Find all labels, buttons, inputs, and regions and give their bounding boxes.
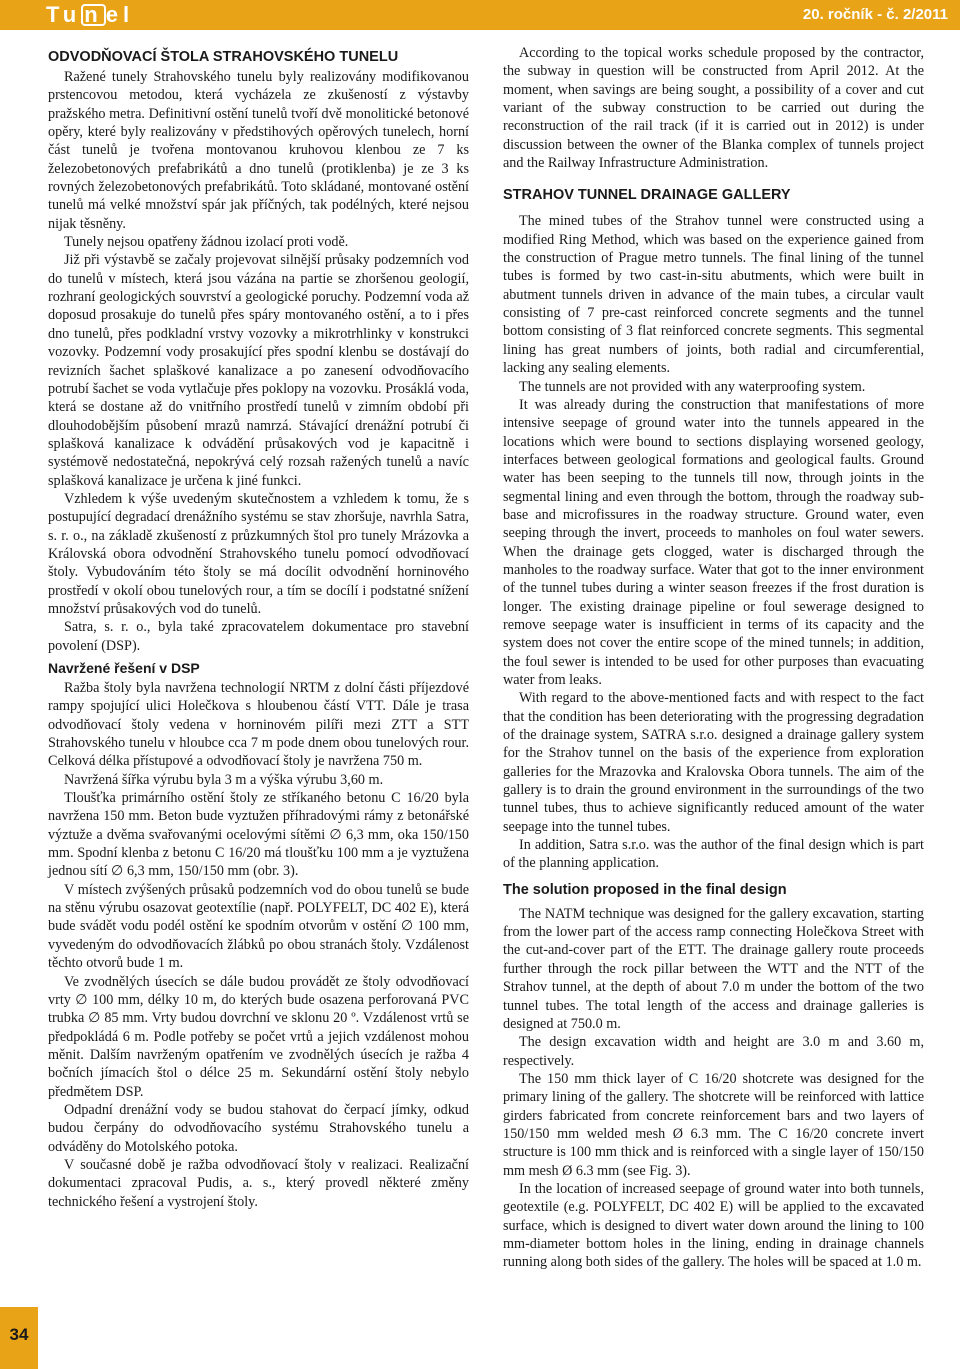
paragraph: According to the topical works schedule proposed by the contractor, the subway in question will be constructed from April 2012. At the moment, when savings are being sought, a possibility of a cover and cut variant of the subway construction to be carried out during the reconstruction of the rail track (if it is carried out in 2012) is under discussion between the owner of the Blanka complex of tunnels project and the Railway Infrastructure Administration. [503,45,924,172]
paragraph: The mined tubes of the Strahov tunnel were constructed using a modified Ring Method, which was based on the experience gained from the construction of Prague metro tunnels. The final lining of the tunnel tubes is formed by two cast-in-situ abutments, which were built in abutment tunnels driven in advance of the main tubes, a circular vault consisting of 7 pre-cast reinforced concrete segments and the tunnel bottom consisting of 3 flat reinforced concrete segments. This segmental lining has great numbers of joints, both radial and circumferential, lacking any sealing elements. [503,213,924,377]
paragraph: It was already during the construction that manifestations of more intensive seepage of ground water into the tunnels appeared in the locations which were bound to sections displaying worsened geology, interfaces between geological formations and geological faults. Ground water has been seeping to the tunnels till now, through joints in the segmental lining and even through the bottom, through the roadway sub-base and microfissures in the roadway structure. Ground water, even seeping through the invert, proceeds to manholes on foul water sewers. When the drainage gets clogged, water is discharged through the manholes to the roadway surface. Water that got to the inner environment of the tunnel tubes during a winter season freezes if the frost duration is longer. The existing drainage pipeline or foul sewerage designed to remove seepage water is insufficient in terms of its capacity and the system does not cover the entire scope of the mined tunnels; in addition, the foul sewer is intended to be used for other purposes than evacuating water from leaks. [503,396,924,688]
magazine-logo [46,2,134,28]
paragraph: In addition, Satra s.r.o. was the author of the final design which is part of the planning application. [503,837,924,872]
logo-text-a: Tu [46,2,82,27]
page-number: 34 [9,1325,29,1344]
paragraph: The NATM technique was designed for the gallery excavation, starting from the lower part of the access ramp connecting Holečkova Street with the cut-and-cover part of the ETT. The drainage gallery route proceeds further through the rock pillar between the WTT and the NTT of the Strahov tunnel, at the depth of about 7.0 m under the bottom of the two tunnel tubes. The total length of the access and drainage galleries is designed at 750.0 m. [503,905,924,1032]
paragraph: Tunely nejsou opatřeny žádnou izolací proti vodě. [64,234,349,251]
issue-number: 20. ročník - č. 2/2011 [802,6,948,23]
section-heading-cz: ODVODŇOVACÍ ŠTOLA STRAHOVSKÉHO TUNELU [48,49,399,65]
subsection-heading-en: The solution proposed in the final design [503,881,787,898]
paragraph: Ražené tunely Strahovského tunelu byly realizovány modifikovanou prstencovou metodou, která vycházela ze zkušeností z výstavby pražského metra. Definitivní ostění tunelů tvoří dvě monolitické betonové opěry, které byly realizovány v předstihových opěrových tunelech, horní část tunelů je tvořena montovanou kruhovou klenbou ze 7 ks železobetonových prefabrikátů a dno tunelů (protiklenba) je ze 3 ks rovných železobetonových prefabrikátů. Toto skládané, montované ostění tunelů má velké množství spár jak příčných, tak podélných, které nejsou nijak těsněny. [48,69,469,232]
paragraph: Vzhledem k výše uvedeným skutečnostem a vzhledem k tomu, že s postupující degradací drenážního systému se stav zhoršuje, navrhla Satra, s. r. o., na základě zkušeností z průzkumných štol pro tunely Mrázovka a Královská obora odvodnění Strahovského tunelu pomocí odvodňovací štoly. Vybudováním této štoly se má docílit odvodnění horninového prostředí v okolí obou tunelových rour, a tím se docílí i podstatné snížení množství průsakových vod do tunelů. [48,490,469,617]
czech-column [48,44,469,1211]
paragraph: V místech zvýšených průsaků podzemních vod do obou tunelů se bude na stěnu výrubu osazovat geotextílie (např. POLYFELT, DC 402 E), která bude svádět vodu podél ostění ke spodním otvorům v ostění ∅ 100 mm, vyvedeným do odvodňovacích žlábků po obou stranách štoly. Vzdálenost těchto otvorů bude 1 m. [48,881,469,972]
paragraph: Navržená šířka výrubu byla 3 m a výška výrubu 3,60 m. [64,771,384,788]
paragraph: The design excavation width and height are 3.0 m and 3.60 m, respectively. [503,1034,924,1069]
paragraph: Ražba štoly byla navržena technologií NRTM z dolní části příjezdové rampy spojující ulici Holečkova s hloubenou částí VTT. Dále je trasa odvodňovací štoly vedena v horninovém pilíři mezi ZTT a STT Strahovského tunelu v hloubce cca 7 m pode dnem obou tunelových rour. Celková délka přístupové a odvodňovací štoly je navržena 750 m. [48,680,469,770]
paragraph: Odpadní drenážní vody se budou stahovat do čerpací jímky, odkud budou čerpány do odvodňovacího systému Strahovského tunelu a odváděny do Motolského potoka. [48,1101,469,1155]
paragraph: V současné době je ražba odvodňovací štoly v realizaci. Realizační dokumentaci zpracoval Pudis, a. s., který provedl některé změny technického řešení a vystrojení štoly. [48,1156,469,1210]
logo-text-b: el [105,2,135,27]
english-column [503,44,924,1272]
section-heading-en: STRAHOV TUNNEL DRAINAGE GALLERY [503,187,791,204]
paragraph: In the location of increased seepage of ground water into both tunnels, geotextile (e.g. POLYFELT, DC 402 E) will be applied to the excavated surface, which is designed to divert water down around the lining to 100 mm-diameter bottom holes in the lining, ending in drainage channels running along both sides of the gallery. The holes will be spaced at 1.0 m. [503,1180,924,1271]
paragraph: With regard to the above-mentioned facts and with respect to the fact that the condition has been deteriorating with the progressing degradation of the drainage system, SATRA s.r.o. designed a drainage gallery system for the Strahov tunnel on the basis of the experience from exploration galleries for the Mrazovka and Kralovska Obora tunnels. The aim of the gallery is to drain the ground environment in the surroundings of the two tunnel tubes, thus to achieve significantly reduced amount of the water seepage into the tunnel tubes. [503,690,924,835]
logo-text-m: n [81,4,105,26]
paragraph: Ve zvodnělých úsecích se dále budou provádět ze štoly odvodňovací vrty ∅ 100 mm, délky 10 m, do kterých bude osazena perforovaná PVC trubka ∅ 85 mm. Vrty budou dovrchní ve sklonu 20 º. Vzdálenost vrtů se předpokládá 6 m. Podle potřeby se počet vrtů a jejich vzdálenost mohou měnit. Dalším navrženým opatřením ve zvodnělých úsecích je ražba 4 bočních jímacích štol o délce 25 m. Sekundární ostění štoly nebylo předmětem DSP. [48,973,469,1100]
paragraph: The 150 mm thick layer of C 16/20 shotcrete was designed for the primary lining of the gallery. The shotcrete will be reinforced with lattice girders fabricated from concrete reinforcement bars and two layers of 150/150 mm welded mesh Ø 6.3 mm. The C 16/20 concrete invert structure is 100 mm thick and is reinforced with a single layer of 150/150 mm mesh Ø 6.3 mm (see Fig. 3). [503,1070,924,1179]
subsection-heading-cz: Navržené řešení v DSP [48,660,200,676]
paragraph: The tunnels are not provided with any waterproofing system. [519,378,866,395]
paragraph: Tloušťka primárního ostění štoly ze stříkaného betonu C 16/20 byla navržena 150 mm. Beton bude vyztužen příhradovými rámy z betonářské výztuže a dvěma svařovanými ocelovými sítěmi ∅ 6,3 mm, oka 150/150 mm. Spodní klenba z betonu C 16/20 má tloušťku 100 mm a je vyztužena jednou sítí ∅ 6,3 mm, 150/150 mm (obr. 3). [48,790,469,880]
paragraph: Satra, s. r. o., byla také zpracovatelem dokumentace pro stavební povolení (DSP). [48,619,469,654]
paragraph: Již při výstavbě se začaly projevovat silnější průsaky podzemních vod do tunelů v místech, která jsou vázána na partie se zhoršenou geologií, rozhraní geologických souvrství a geologické poruchy. Podzemní voda až doposud prosakuje do tunelů přes spáry montovaného ostění, a to i přes dno tunelů, přes podkladní vrstvy vozovky a mikrotrhlinky v konstrukci vozovky. Podzemní vody prosakující přes spodní klenbu se dostávají do revizních šachet splaškové kanalizace a po zanesení odvodňovacího potrubí šachet se voda vytlačuje přes poklopy na vozovku. Prosáklá voda, která se dostane až do vnitřního prostředí tunelů v zimním období při dlouhodobějším působení mrazů namrzá. Stávající drenážní potrubí či splašková kanalizace k odvádění průsakových vod je kapacitně i systémově nedostatečná, nepokrývá celý rozsah ražených tunelů a navíc splašková kanalizace je určena k jiné funkci. [48,252,469,489]
